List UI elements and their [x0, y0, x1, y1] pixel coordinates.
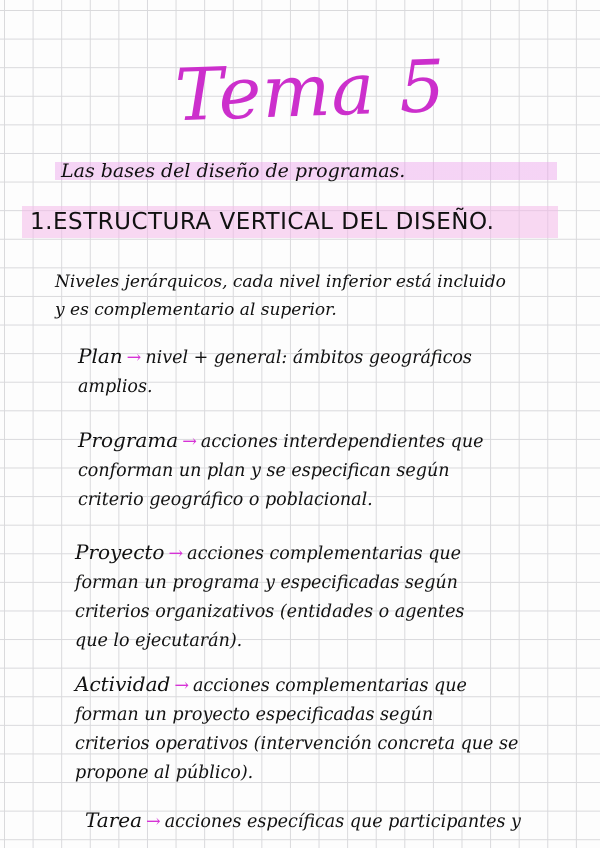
arrow-right-icon: → — [146, 812, 161, 832]
item-text: nivel + general: ámbitos geográficos — [145, 348, 472, 368]
hierarchy-item-actividad — [75, 670, 580, 788]
intro-line: Niveles jerárquicos, cada nivel inferior está incluido — [55, 272, 506, 292]
arrow-right-icon: → — [174, 676, 189, 696]
hierarchy-item-proyecto — [75, 538, 580, 656]
item-term: Programa — [78, 428, 179, 452]
item-text: propone al público). — [75, 763, 254, 783]
subtitle: Las bases del diseño de programas. — [55, 158, 557, 184]
item-text: forman un proyecto especificadas según — [75, 705, 434, 725]
item-text: acciones complementarias que — [192, 676, 467, 696]
arrow-right-icon: → — [168, 544, 184, 564]
item-text: criterio geográfico o poblacional. — [78, 490, 373, 510]
hierarchy-item-plan — [78, 342, 578, 402]
item-text: forman un programa y especificadas según — [75, 573, 458, 593]
item-text: acciones complementarias que — [187, 544, 462, 564]
item-text: que lo ejecutarán). — [75, 631, 243, 651]
item-text: amplios. — [78, 377, 153, 397]
item-text: conforman un plan y se especifican según — [78, 461, 450, 481]
intro-paragraph — [55, 268, 565, 324]
arrow-right-icon: → — [182, 432, 197, 452]
arrow-right-icon: → — [126, 348, 142, 368]
section-heading: 1.ESTRUCTURA VERTICAL DEL DISEÑO. — [22, 202, 558, 242]
item-text: criterios organizativos (entidades o agentes — [75, 602, 465, 622]
item-term: Plan — [78, 344, 123, 368]
page-title: Tema 5 — [173, 43, 448, 138]
intro-line: y es complementario al superior. — [55, 300, 337, 320]
item-term: Actividad — [75, 672, 171, 696]
item-text: acciones interdependientes que — [200, 432, 484, 452]
item-text: acciones específicas que participantes y — [164, 812, 521, 832]
hierarchy-item-programa — [78, 426, 578, 515]
item-term: Tarea — [85, 808, 143, 832]
hierarchy-item-tarea — [85, 806, 580, 837]
item-term: Proyecto — [75, 540, 165, 564]
item-text: criterios operativos (intervención concreta que se — [75, 734, 519, 754]
